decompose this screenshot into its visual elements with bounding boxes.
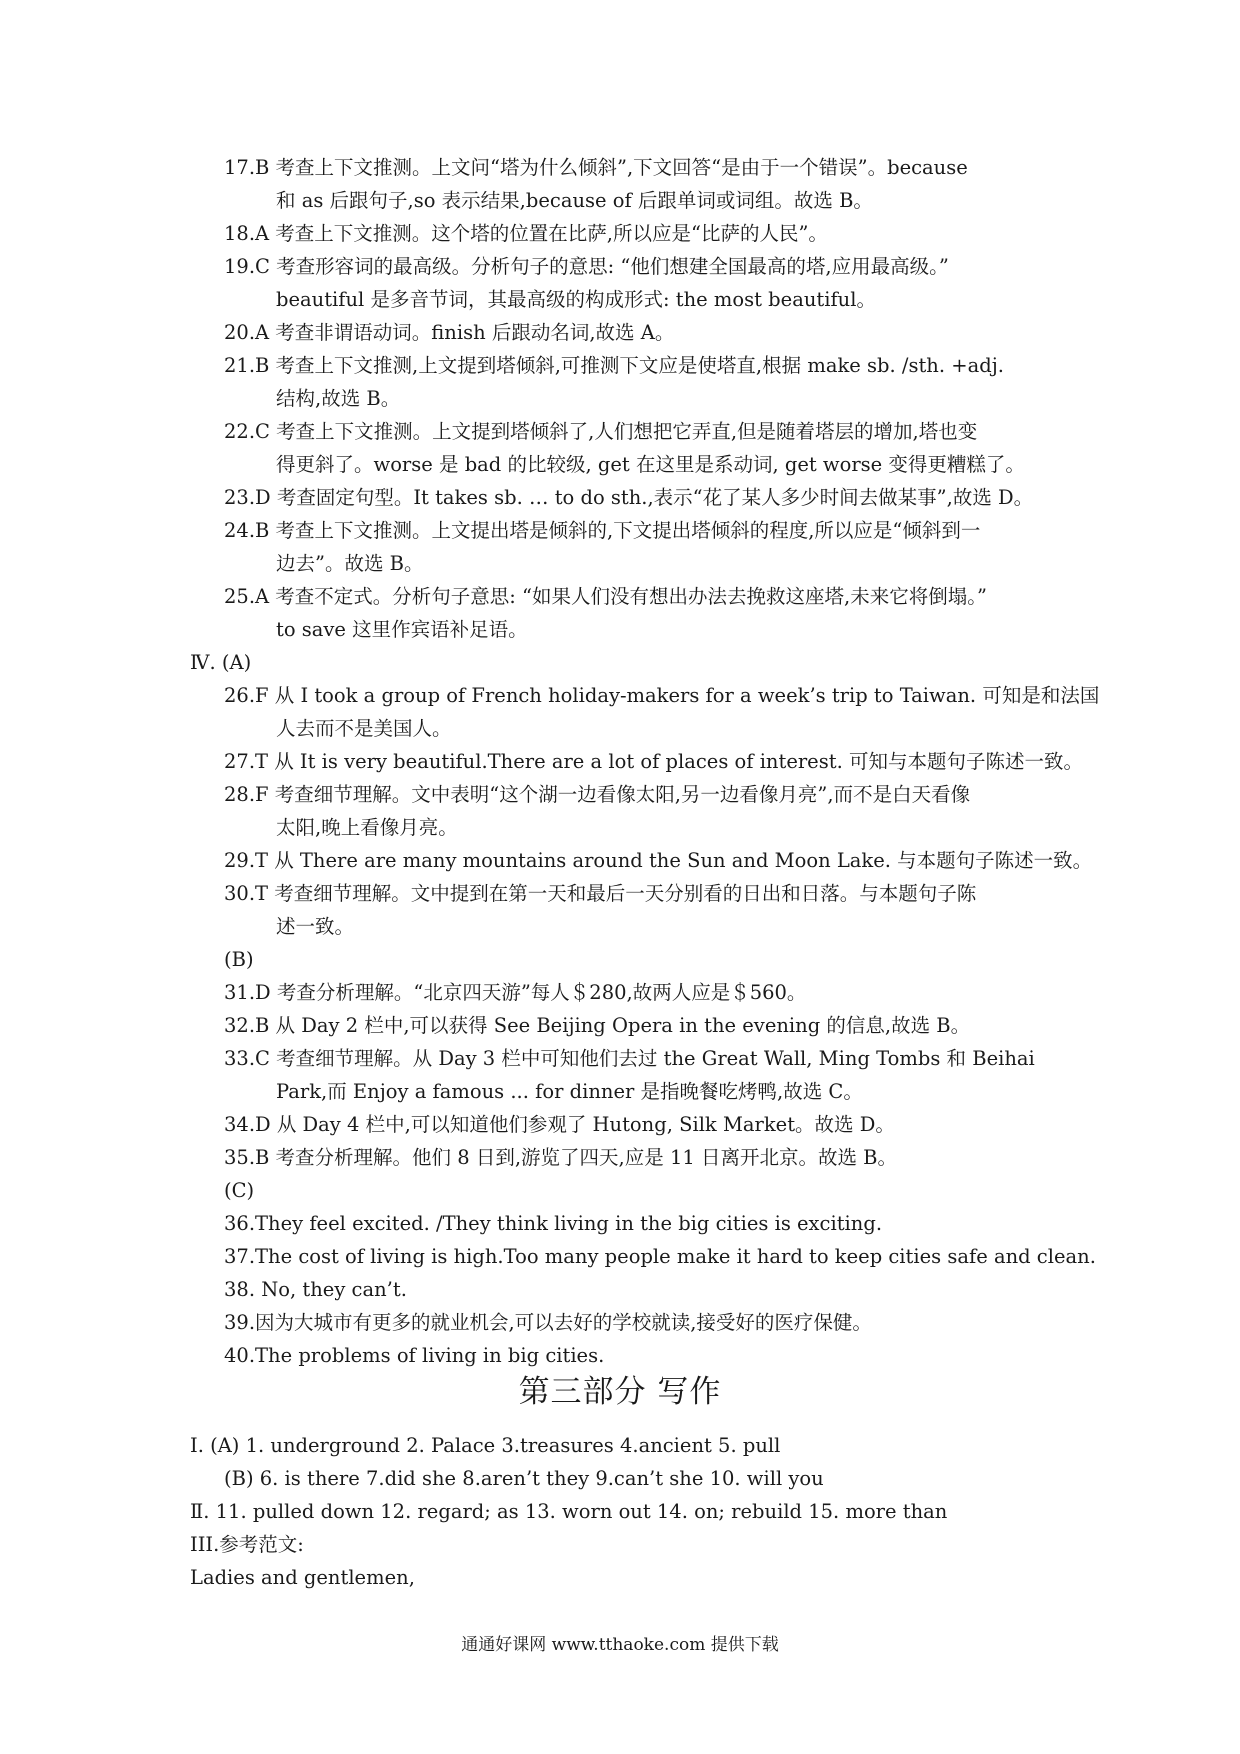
answer-line-17-cont: 和 as 后跟句子,so 表示结果,because of 后跟单词或词组。故选 B。 [276,189,873,212]
answer-line-22-cont: 得更斜了。worse 是 bad 的比较级, get 在这里是系动词, get worse 变得更糟糕了。 [276,453,1025,476]
answer-line-19-cont: beautiful 是多音节词，其最高级的构成形式: the most beautiful。 [276,288,876,311]
answer-line-24: 24.B 考查上下文推测。上文提出塔是倾斜的,下文提出塔倾斜的程度,所以应是“倾斜到一 [224,519,981,542]
writing-part-iii-label: III.参考范文: [190,1533,304,1556]
section-c-label: (C) [224,1179,255,1202]
answer-line-38: 38. No, they can’t. [224,1278,407,1301]
answer-line-19: 19.C 考查形容词的最高级。分析句子的意思: “他们想建全国最高的塔,应用最高级。” [224,255,949,278]
answer-line-22: 22.C 考查上下文推测。上文提到塔倾斜了,人们想把它弄直,但是随着塔层的增加,塔也变 [224,420,978,443]
page-footer: 通通好课网 www.tthaoke.com 提供下载 [461,1635,779,1655]
answer-line-25: 25.A 考查不定式。分析句子意思: “如果人们没有想出办法去挽救这座塔,未来它将倒塌。” [224,585,987,608]
section-heading: 第三部分 写作 [518,1374,722,1410]
answer-line-21: 21.B 考查上下文推测,上文提到塔倾斜,可推测下文应是使塔直,根据 make sb. /sth. +adj. [224,354,1004,377]
answer-line-32: 32.B 从 Day 2 栏中,可以获得 See Beijing Opera in the evening 的信息,故选 B。 [224,1014,971,1037]
answer-line-23: 23.D 考查固定句型。It takes sb. … to do sth.,表示“花了某人多少时间去做某事”,故选 D。 [224,486,1034,509]
section-b-label: (B) [224,948,254,971]
answer-line-37: 37.The cost of living is high.Too many people make it hard to keep cities safe and clean. [224,1245,1096,1268]
answer-line-17: 17.B 考查上下文推测。上文问“塔为什么倾斜”,下文回答“是由于一个错误”。because [224,156,968,179]
answer-line-39: 39.因为大城市有更多的就业机会,可以去好的学校就读,接受好的医疗保健。 [224,1311,872,1334]
answer-line-34: 34.D 从 Day 4 栏中,可以知道他们参观了 Hutong, Silk Market。故选 D。 [224,1113,895,1136]
writing-part-i-a: Ⅰ. (A) 1. underground 2. Palace 3.treasures 4.ancient 5. pull [190,1434,781,1457]
section-iv-a-label: Ⅳ. (A) [190,651,252,674]
answer-line-40: 40.The problems of living in big cities. [224,1344,605,1367]
answer-line-26-cont: 人去而不是美国人。 [276,717,452,740]
answer-line-24-cont: 边去”。故选 B。 [276,552,424,575]
writing-part-ii: Ⅱ. 11. pulled down 12. regard; as 13. worn out 14. on; rebuild 15. more than [190,1500,948,1523]
answer-line-20: 20.A 考查非谓语动词。finish 后跟动名词,故选 A。 [224,321,675,344]
answer-line-36: 36.They feel excited. /They think living in the big cities is exciting. [224,1212,883,1235]
answer-line-25-cont: to save 这里作宾语补足语。 [276,618,528,641]
answer-line-35: 35.B 考查分析理解。他们 8 日到,游览了四天,应是 11 日离开北京。故选 B。 [224,1146,897,1169]
answer-line-28-cont: 太阳,晚上看像月亮。 [276,816,458,839]
answer-line-18: 18.A 考查上下文推测。这个塔的位置在比萨,所以应是“比萨的人民”。 [224,222,828,245]
answer-line-33: 33.C 考查细节理解。从 Day 3 栏中可知他们去过 the Great Wall, Ming Tombs 和 Beihai [224,1047,1035,1070]
answer-line-31: 31.D 考查分析理解。“北京四天游”每人＄280,故两人应是＄560。 [224,981,807,1004]
answer-line-33-cont: Park,而 Enjoy a famous ... for dinner 是指晚餐吃烤鸭,故选 C。 [276,1080,863,1103]
answer-line-30: 30.T 考查细节理解。文中提到在第一天和最后一天分别看的日出和日落。与本题句子陈 [224,882,977,905]
answer-line-26: 26.F 从 I took a group of French holiday-makers for a week’s trip to Taiwan. 可知是和法国 [224,684,1100,707]
answer-line-29: 29.T 从 There are many mountains around the Sun and Moon Lake. 与本题句子陈述一致。 [224,849,1093,872]
answer-line-28: 28.F 考查细节理解。文中表明“这个湖一边看像太阳,另一边看像月亮”,而不是白天看像 [224,783,971,806]
answer-line-27: 27.T 从 It is very beautiful.There are a lot of places of interest. 可知与本题句子陈述一致。 [224,750,1083,773]
answer-line-30-cont: 述一致。 [276,915,355,938]
writing-part-i-b: (B) 6. is there 7.did she 8.aren’t they 9.can’t she 10. will you [224,1467,824,1490]
sample-essay-salutation: Ladies and gentlemen, [190,1566,415,1589]
answer-line-21-cont: 结构,故选 B。 [276,387,401,410]
